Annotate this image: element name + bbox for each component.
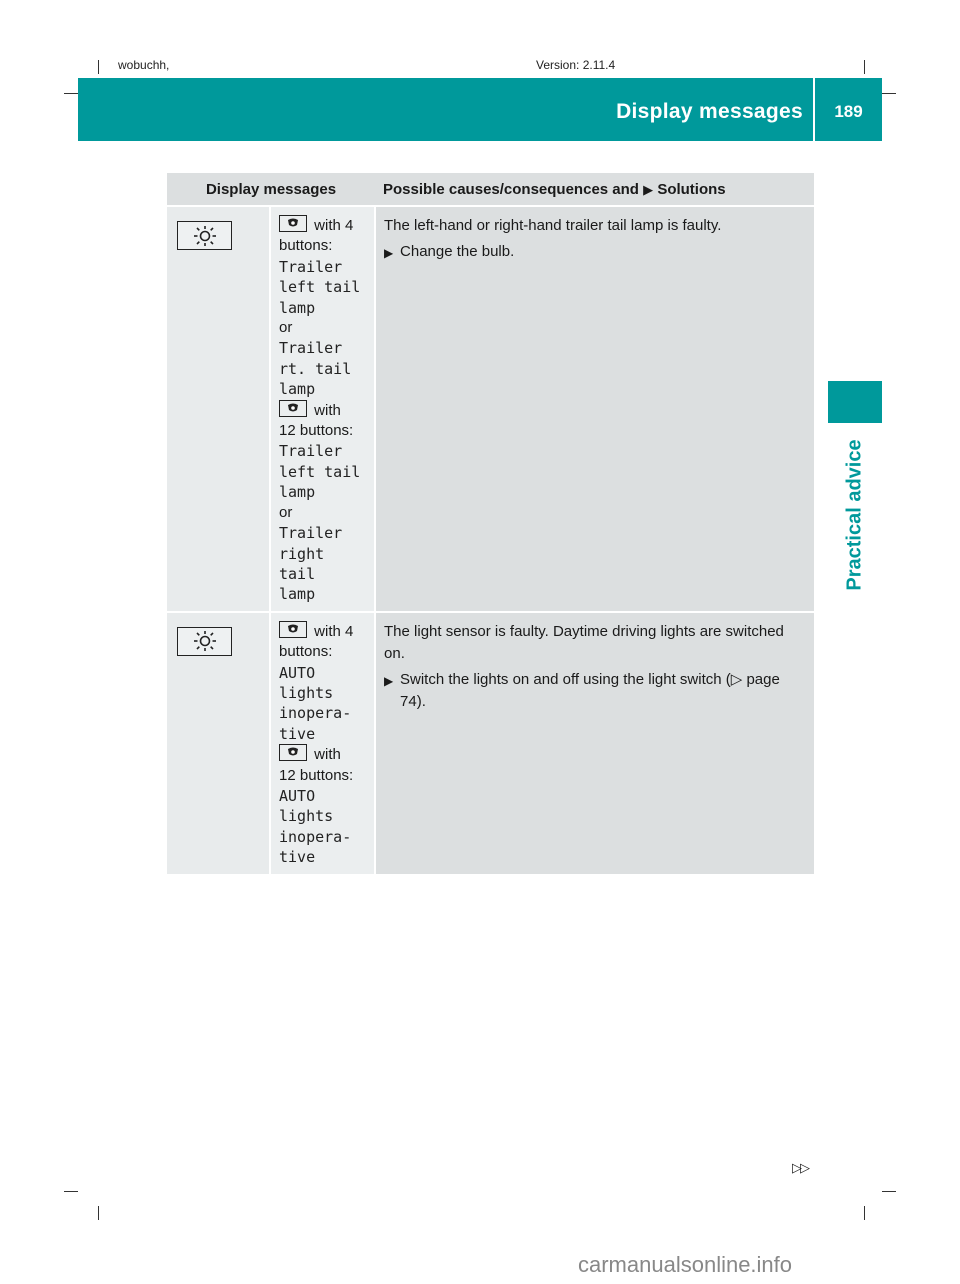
message-text: with (310, 746, 341, 764)
message-text: 12 buttons: (279, 766, 354, 784)
header-solutions-text: Solutions (657, 180, 726, 198)
display-message-text: tive (279, 848, 316, 867)
message-line (279, 400, 366, 421)
message-text: buttons: (279, 237, 333, 255)
cell-causes-solutions (375, 206, 814, 612)
side-tab-block (828, 381, 882, 423)
solution-step (384, 241, 806, 264)
message-text: with 4 (310, 217, 354, 234)
header-causes (375, 173, 814, 206)
display-message-text: AUTO (279, 786, 316, 805)
light-warning-icon-svg (192, 225, 218, 247)
message-text: or (279, 319, 293, 337)
cell-message (270, 206, 375, 612)
header-causes-text: Possible causes/consequences and (383, 180, 639, 198)
cell-icon (167, 612, 270, 874)
display-message-text: inopera- (279, 704, 352, 723)
steering-wheel-buttons-icon (279, 744, 307, 761)
display-message-text: rt. tail (279, 359, 352, 378)
cause-text: The left-hand or right-hand trailer tail lamp is faulty. (384, 217, 722, 234)
steering-wheel-buttons-icon (279, 400, 307, 417)
meta-left: wobuchh, (118, 58, 170, 72)
display-message-text: right tail (279, 544, 325, 583)
light-warning-icon (177, 627, 232, 656)
crop-mark (882, 93, 896, 94)
header-display-messages: Display messages (167, 173, 375, 206)
display-message-text: lamp (279, 380, 316, 399)
message-text: with (310, 401, 341, 419)
message-line (279, 215, 366, 236)
display-message-text: left tail (279, 278, 361, 297)
light-warning-icon-svg (192, 630, 218, 652)
solution-step (384, 669, 806, 713)
side-tab-label: Practical advice (843, 439, 866, 591)
page-title: Display messages (616, 100, 803, 123)
display-message-text: Trailer (279, 442, 343, 461)
display-message-text: inopera- (279, 827, 352, 846)
crop-mark (882, 1191, 896, 1192)
steering-wheel-buttons-icon (279, 621, 307, 638)
cell-message (270, 612, 375, 874)
message-text: or (279, 503, 293, 521)
display-messages-table (167, 173, 814, 874)
page-number: 189 (834, 102, 863, 121)
display-message-text: lamp (279, 298, 316, 317)
cell-causes-solutions (375, 612, 814, 874)
light-warning-icon (177, 221, 232, 250)
message-line (279, 744, 366, 765)
site-watermark: carmanualsonline.info (578, 1252, 793, 1277)
message-text: with 4 (310, 622, 354, 640)
cell-icon (167, 206, 270, 612)
crop-mark (64, 1191, 78, 1192)
crop-mark (864, 1206, 865, 1220)
continue-marker: ▷▷ (792, 1160, 808, 1175)
cause-text: The light sensor is faulty. Daytime driving lights are switched on. (384, 622, 784, 662)
display-message-text: AUTO (279, 663, 316, 682)
display-message-text: lights (279, 683, 334, 702)
display-message-text: Trailer (279, 524, 343, 543)
display-message-text: lamp (279, 585, 316, 604)
meta-right: Version: 2.11.4 (536, 58, 616, 72)
step-arrow-icon: ▶ (384, 246, 394, 260)
solutions-arrow-icon: ▶ (643, 181, 654, 197)
crop-mark (64, 93, 78, 94)
table-row (167, 206, 814, 612)
display-message-text: lights (279, 807, 334, 826)
solution-text: Switch the lights on and off using the light switch (▷ page 74). (400, 670, 780, 710)
solution-text: Change the bulb. (400, 243, 515, 260)
table-row (167, 612, 814, 874)
message-text: buttons: (279, 643, 333, 661)
crop-mark (98, 60, 99, 74)
step-arrow-icon: ▶ (384, 673, 394, 688)
display-message-text: Trailer (279, 257, 343, 276)
table-header-row (167, 173, 814, 206)
display-message-text: lamp (279, 483, 316, 502)
message-text: 12 buttons: (279, 422, 354, 440)
crop-mark (864, 60, 865, 74)
crop-mark (98, 1206, 99, 1220)
message-line (279, 621, 366, 642)
display-message-text: Trailer (279, 339, 343, 358)
steering-wheel-buttons-icon (279, 215, 307, 232)
display-message-text: tive (279, 724, 316, 743)
display-message-text: left tail (279, 462, 361, 481)
